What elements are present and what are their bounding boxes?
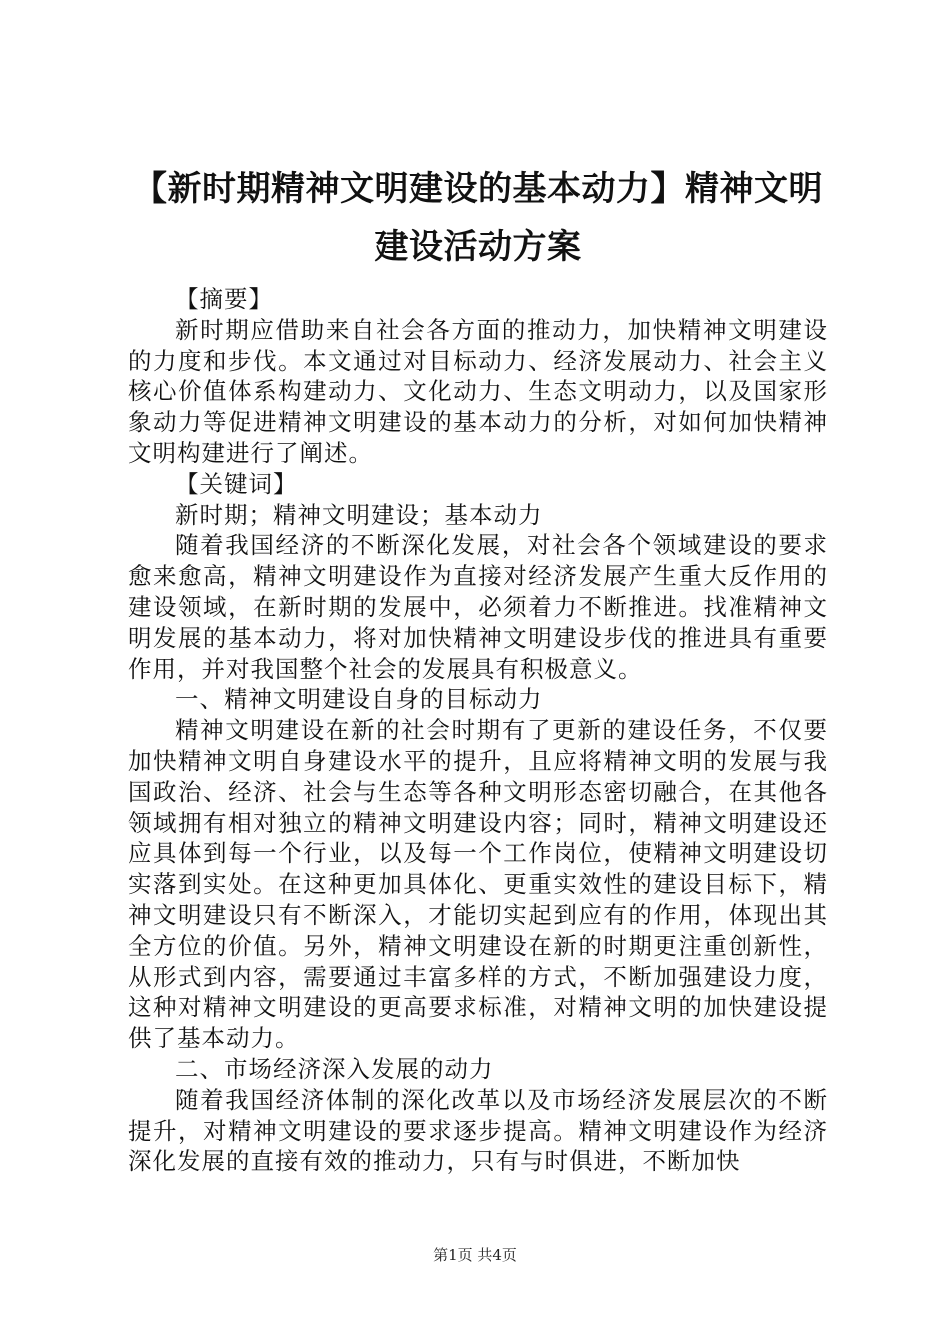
document-title: 【新时期精神文明建设的基本动力】精神文明建设活动方案 — [133, 169, 823, 267]
section-paragraph-2: 随着我国经济体制的深化改革以及市场经济发展层次的不断提升，对精神文明建设的要求逐步提高。精神文明建设作为经济深化发展的直接有效的推动力，只有与时俱进，不断加快 — [128, 1085, 828, 1176]
page-number-footer: 第1页 共4页 — [433, 1246, 517, 1264]
document-page — [128, 160, 828, 1177]
section-heading-2: 二、市场经济深入发展的动力 — [175, 1054, 494, 1083]
abstract-paragraph: 新时期应借助来自社会各方面的推动力，加快精神文明建设的力度和步伐。本文通过对目标动力、经济发展动力、社会主义核心价值体系构建动力、文化动力、生态文明动力，以及国家形象动力等促进精神文明建设的基本动力的分析，对如何加快精神文明构建进行了阐述。 — [128, 315, 828, 467]
abstract-heading: 【摘要】 — [175, 285, 273, 313]
document-body — [128, 284, 828, 1177]
keywords-paragraph: 新时期；精神文明建设；基本动力 — [175, 500, 543, 529]
section-paragraph-1: 精神文明建设在新的社会时期有了更新的建设任务，不仅要加快精神文明自身建设水平的提升，且应将精神文明的发展与我国政治、经济、社会与生态等各种文明形态密切融合，在其他各领域拥有相对独立的精神文明建设内容；同时，精神文明建设还应具体到每一个行业，以及每一个工作岗位，使精神文明建设切实落到实处。在这种更加具体化、更重实效性的建设目标下，精神文明建设只有不断深入，才能切实起到应有的作用，体现出其全方位的价值。另外，精神文明建设在新的时期更注重创新性，从形式到内容，需要通过丰富多样的方式，不断加强建设力度，这种对精神文明建设的更高要求标准，对精神文明的加快建设提供了基本动力。 — [128, 716, 828, 1053]
section-heading-1: 一、精神文明建设自身的目标动力 — [175, 685, 543, 714]
keywords-heading: 【关键词】 — [175, 469, 298, 498]
intro-paragraph: 随着我国经济的不断深化发展，对社会各个领域建设的要求愈来愈高，精神文明建设作为直接对经济发展产生重大反作用的建设领域，在新时期的发展中，必须着力不断推进。找准精神文明发展的基本动力，将对加快精神文明建设步伐的推进具有重要作用，并对我国整个社会的发展具有积极意义。 — [128, 531, 828, 683]
